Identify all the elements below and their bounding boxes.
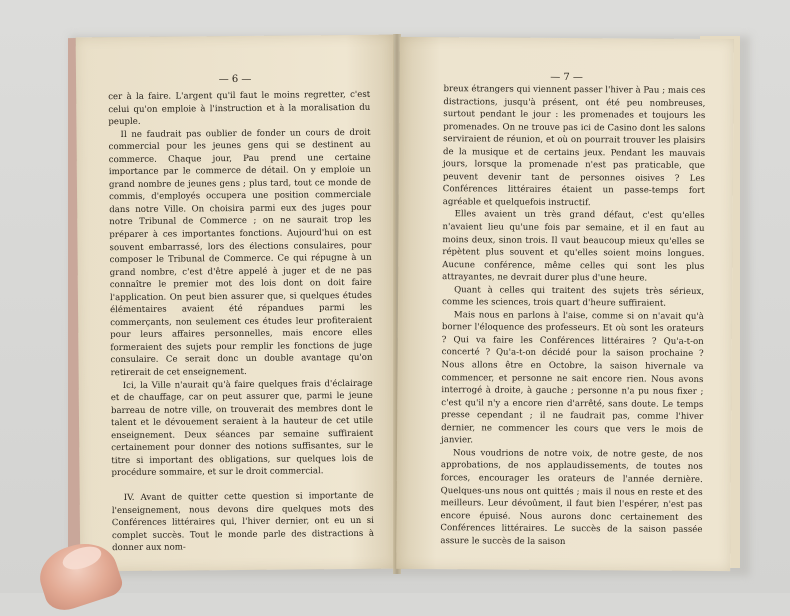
paragraph: Mais nous en parlons à l'aise, comme si on n'avait qu'à borner l'éloquence des professeurs. Et où sont les orateurs ? Qui va faire les Conférences littéraires ? Qu'a-t-on concerté ? Qu'a-t-on décidé pour la saison prochaine ? Nous allons être en Octobre, la saison hivernale va commencer, et personne ne sait encore rien. Nous avons interrogé à droite, à gauche ; personne n'a pu nous fixer ; c'est qu'il n'y a encore rien d'arrêté, sans doute. Le temps presse cependant ; il ne faudrait pas, comme l'hiver dernier, ne commencer les cours que vers le mois de janvier. [441, 310, 704, 446]
paragraph: Elles avaient un très grand défaut, c'est qu'elles n'avaient lieu qu'une fois par semaine, et il en faut au moins deux, sinon trois. Il vaut beaucoup mieux qu'elles se répètent plus souvent et qu'elles soient moins longues. Aucune conférence, même celles qui sont les plus attrayantes, ne devrait durer plus d'une heure. [442, 209, 705, 284]
page-text [108, 89, 374, 555]
paragraph: Il ne faudrait pas oublier de fonder un cours de droit commercial pour les jeunes gens qui se destinent au commerce. Chaque jour, Pau prend une certaine importance par le commerce de détail. On y emploie un grand nombre de jeunes gens ; plus tard, tout ce monde de commis, d'employés occupera une position commerciale dans notre Ville. On choisira parmi eux des juges pour notre Tribunal de Commerce ; on ne saurait trop les préparer à ces importantes fonctions. Aujourd'hui on est souvent embarrassé, lors des élections consulaires, pour composer le Tribunal de Commerce. Ce qui répugne à un grand nombre, c'est d'être appelé à juger et de ne pas connaître le premier mot des lois dont on doit faire l'application. On peut bien assurer que, si quelques études élémentaires avaient été répandues parmi les commerçants, non seulement ces études leur profiteraient pour leurs affaires personnelles, mais encore elles formeraient des sujets pour remplir les fonctions de juge consulaire. Ce serait donc un double avantage qu'on retirerait de cet enseignement. [108, 127, 373, 379]
page-text [440, 83, 705, 549]
right-page [396, 37, 734, 571]
page-number: — 6 — [218, 73, 252, 86]
page-number: — 7 — [550, 71, 583, 84]
left-page [76, 35, 399, 572]
paragraph: cer à la faire. L'argent qu'il faut le moins regretter, c'est celui qu'on emploie à l'instruction et à la moralisation du peuple. [108, 89, 371, 128]
paragraph: breux étrangers qui viennent passer l'hiver à Pau ; mais ces distractions, jusqu'à présent, ont été peu nombreuses, surtout pendant le jour : les promenades et toujours les promenades. On ne trouve pas ici de Casino dont les salons serviraient de réunion, et où on pourrait trouver les plaisirs de la musique et de certains jeux. Pendant les mauvais jours, lorsque la promenade n'est pas praticable, que peuvent devenir tant de personnes oisives ? Les Conférences littéraires étaient un passe-temps fort agréable et quelquefois instructif. [442, 84, 706, 209]
paragraph: Ici, la Ville n'aurait qu'à faire quelques frais d'éclairage et de chauffage, car on peut assurer que, parmi le jeune barreau de notre ville, on trouverait des membres dont le talent et le dévouement seraient à la hauteur de cet utile enseignement. Deux séances par semaine suffiraient certainement pour donner des notions suffisantes, sur le titre si important des obligations, sur quelques lois de procédure sommaire, et sur le droit commercial. [110, 378, 374, 479]
paragraph: Nous voudrions de notre voix, de notre geste, de nos approbations, de nos applaudissements, de toutes nos forces, encourager les orateurs de l'année dernière. Quelques-uns nous ont quittés ; mais il nous en reste et des meilleurs. Leur dévoûment, il faut bien l'espérer, n'est pas encore épuisé. Nous aurons donc certainement des Conférences littéraires. Le succès de la saison passée assure le succès de la saison [440, 448, 703, 547]
paragraph: IV. Avant de quitter cette question si importante de l'enseignement, nous devons dire quelques mots des Conférences littéraires qui, l'hiver dernier, ont eu un si complet succès. Tout le monde parle des distractions à donner aux nom- [111, 490, 375, 554]
paragraph: Quant à celles qui traitent des sujets très sérieux, comme les sciences, trois quart d'heure suffiraient. [441, 284, 705, 310]
